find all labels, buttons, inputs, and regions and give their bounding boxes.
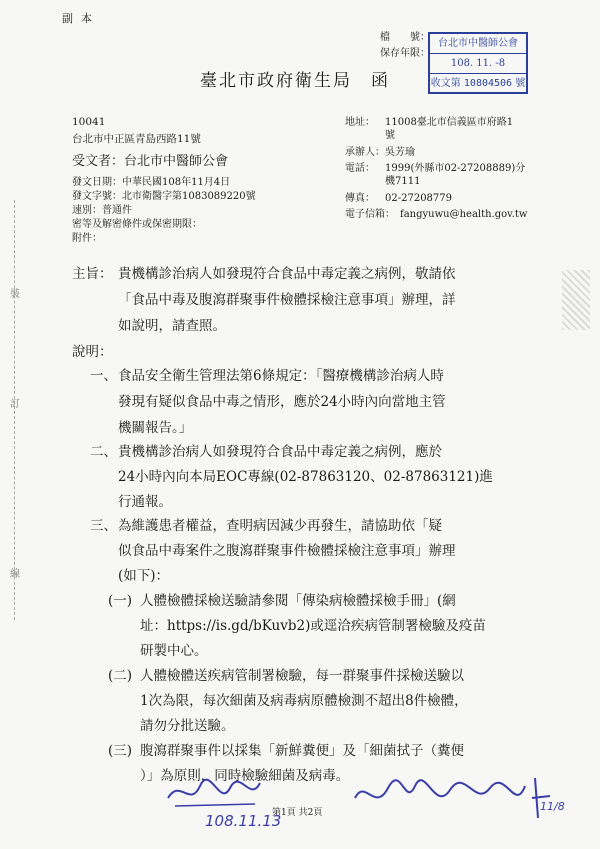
stamp-receive-suffix: 號 bbox=[515, 78, 526, 89]
signature-right bbox=[350, 768, 560, 828]
subitem-3-num: (三) bbox=[108, 743, 133, 759]
meta-secrecy: 密等及解密條件或保密期限： bbox=[72, 219, 202, 230]
contact-phone-cont: 機7111 bbox=[385, 176, 421, 187]
meta-speed: 速別：普通件 bbox=[72, 205, 132, 216]
recipient bbox=[72, 150, 228, 169]
subject-line-3: 如說明，請查照。 bbox=[118, 318, 226, 334]
contact-phone: 電話： 1999(外縣市02-27208889)分 bbox=[345, 163, 526, 174]
subitem-3-line-2: ）」為原則，同時檢驗細菌及病毒。 bbox=[140, 768, 350, 784]
subitem-1-line-2: 址：https://is.gd/bKuvb2)或逕洽疾病管制署檢驗及疫苗 bbox=[140, 618, 486, 634]
meta-attachment: 附件： bbox=[72, 233, 102, 244]
subitem-2-num: (二) bbox=[108, 668, 133, 684]
item-3-num: 三、 bbox=[90, 518, 117, 534]
copy-mark: 副本 bbox=[62, 12, 100, 25]
received-stamp bbox=[428, 32, 528, 94]
handwritten-date-right: 11/8 bbox=[540, 800, 565, 813]
subitem-2-line-3: 請勿分批送驗。 bbox=[140, 718, 235, 734]
subitem-1-line-3: 研製中心。 bbox=[140, 643, 208, 659]
item-1-line-2: 發現有疑似食品中毒之情形，應於24小時內向當地主管 bbox=[118, 394, 446, 410]
margin-mark-a: 裝 bbox=[10, 289, 20, 300]
contact-email: 電子信箱： fangyuwu@health.gov.tw bbox=[345, 209, 528, 220]
contact-fax: 傳真： 02-27208779 bbox=[345, 193, 453, 204]
subject-label: 主旨： bbox=[72, 266, 113, 282]
margin-mark-b: 訂 bbox=[10, 399, 20, 410]
handwritten-date-left: 108.11.13 bbox=[205, 812, 282, 830]
subitem-3-line-1: 腹瀉群聚事件以採集「新鮮糞便」及「細菌拭子（糞便 bbox=[140, 743, 464, 759]
document-title: 臺北市政府衛生局 函 bbox=[200, 71, 390, 91]
email-link[interactable]: fangyuwu@health.gov.tw bbox=[400, 209, 528, 220]
subject-line-1: 貴機構診治病人如發現符合食品中毒定義之病例，敬請依 bbox=[118, 266, 456, 282]
recipient-value: 台北市中醫師公會 bbox=[124, 154, 229, 169]
meta-issue-date: 發文日期：中華民國108年11月4日 bbox=[72, 177, 231, 188]
sender-postcode: 10041 bbox=[72, 116, 106, 128]
item-3-line-2: 似食品中毒案件之腹瀉群聚事件檢體採檢注意事項」辦理 bbox=[118, 543, 456, 559]
file-no-label: 檔 號： bbox=[380, 32, 430, 43]
contact-address: 地址： 11008臺北市信義區市府路1 bbox=[345, 117, 514, 128]
subitem-2-line-2: 1次為限，每次細菌及病毒病原體檢測不超出8件檢體， bbox=[140, 693, 468, 709]
item-3-line-3: (如下)： bbox=[118, 568, 170, 584]
item-2-line-1: 貴機構診治病人如發現符合食品中毒定義之病例，應於 bbox=[118, 444, 442, 460]
stamp-receive-label: 收文第 bbox=[430, 78, 461, 89]
contact-address-cont: 號 bbox=[385, 130, 395, 141]
subitem-1-line-1: 人體檢體採檢送驗請參閱「傳染病檢體採檢手冊」(網 bbox=[140, 593, 456, 609]
subject-line-2: 「食品中毒及腹瀉群聚事件檢體採檢注意事項」辦理，詳 bbox=[118, 292, 456, 308]
item-3-line-1: 為維護患者權益，查明病因減少再發生，請協助依「疑 bbox=[118, 518, 442, 534]
subitem-2-line-1: 人體檢體送疾病管制署檢驗，每一群聚事件採檢送驗以 bbox=[140, 668, 464, 684]
contact-handler: 承辦人：吳芳瑜 bbox=[345, 147, 415, 158]
meta-issue-number: 發文字號：北市衛醫字第1083089220號 bbox=[72, 191, 256, 202]
item-2-num: 二、 bbox=[90, 444, 117, 460]
subitem-1-num: (一) bbox=[108, 593, 133, 609]
signature-left bbox=[160, 768, 270, 818]
binding-line bbox=[14, 200, 15, 620]
item-1-num: 一、 bbox=[90, 368, 117, 384]
item-2-line-3: 行通報。 bbox=[118, 494, 172, 510]
stamp-org: 台北市中醫師公會 bbox=[430, 34, 526, 54]
recipient-label: 受文者： bbox=[72, 154, 125, 169]
sender-address: 台北市中正區青島西路11號 bbox=[72, 133, 201, 145]
stamp-receive-no: 10804506 bbox=[463, 78, 513, 89]
explanation-label: 說明： bbox=[72, 344, 113, 360]
page-number: 第1頁 共2頁 bbox=[272, 808, 323, 818]
item-2-line-2: 24小時內向本局EOC專線(02-87863120、02-87863121)進 bbox=[118, 469, 493, 485]
margin-mark-c: 線 bbox=[10, 569, 20, 580]
item-1-line-1: 食品安全衛生管理法第6條規定：「醫療機構診治病人時 bbox=[118, 368, 444, 384]
stamp-receive bbox=[430, 74, 526, 93]
retention-label: 保存年限： bbox=[380, 48, 430, 59]
stamp-date: 108. 11. -8 bbox=[430, 54, 526, 74]
item-1-line-3: 機關報告。」 bbox=[118, 420, 193, 436]
perforation-mark bbox=[562, 270, 590, 330]
